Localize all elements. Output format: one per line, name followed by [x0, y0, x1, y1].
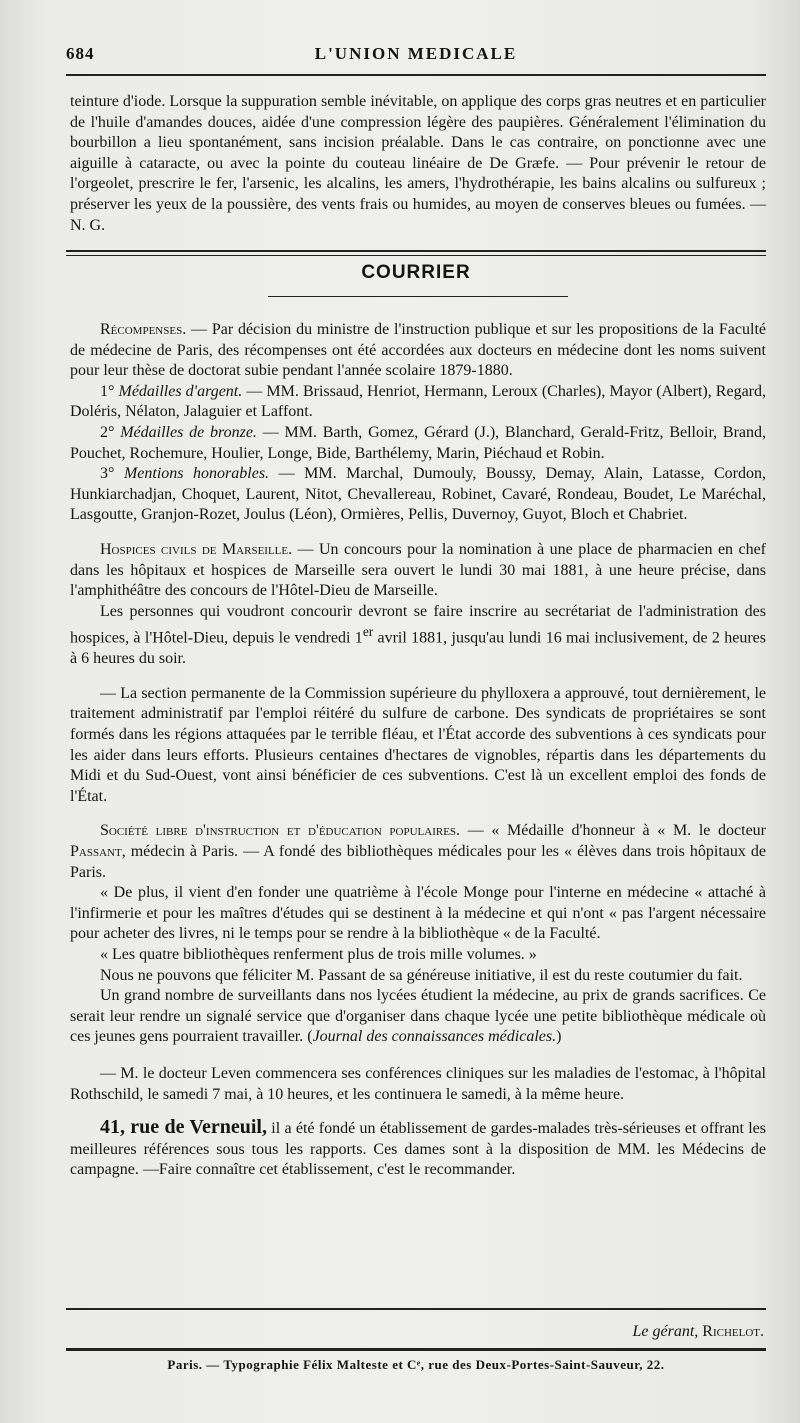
signature-role: Le gérant,: [632, 1323, 699, 1340]
ordinal-superscript: er: [362, 624, 374, 640]
societe-text-5b: ): [556, 1028, 562, 1046]
societe-text-5a: Un grand nombre de surveillants dans nos lycées étudient la médecine, au prix de grands sacrifices. Ce serait leur rendre un signalé service que d'organiser dans chaque lycée une petite bibliothèque médicale où ces jeunes gens pourraient travailler. (: [70, 987, 766, 1046]
imprint-line: Paris. — Typographie Félix Malteste et Cᵉ, rue des Deux-Portes-Saint-Sauveur, 22.: [167, 1357, 665, 1372]
hospices-text-2b: avril 1881, jusqu'au lundi 16 mai inclusivement, de 2 heures à 6 heures du soir.: [70, 629, 766, 668]
item-number: 3°: [100, 465, 115, 483]
societe-text-b: , médecin à Paris. — A fondé des bibliothèques médicales pour les « élèves dans trois hôpitaux de Paris.: [70, 842, 766, 881]
societe-paragraph-2: « De plus, il vient d'en fonder une quatrième à l'école Monge pour l'interne en médecine « attaché à l'infirmerie et pour les maîtres d'études qui se destinent à la médecine et qui n'ont « pas l'argent nécessaire pour acheter des livres, ni le temps pour se rendre à la bibliothèque « de la Faculté.: [70, 884, 766, 943]
page-number: 684: [66, 44, 95, 63]
societe-label: Société libre d'instruction et d'éducation populaires.: [100, 822, 461, 840]
footer-rule: [66, 1308, 766, 1310]
societe-text-a: — « Médaille d'honneur à « M. le docteur: [460, 822, 767, 840]
hospices-text: — Un concours pour la nomination à une place de pharmacien en chef dans les hôpitaux et hospices de Marseille sera ouvert le lundi 30 mai 1881, à une heure précise, dans l'amphithéâtre des concours de l'Hôtel-Dieu de Marseille.: [70, 540, 767, 600]
ad-address: 41, rue de Verneuil,: [100, 1116, 267, 1139]
running-head: [66, 44, 766, 74]
recompenses-text: — Par décision du ministre de l'instruction publique et sur les propositions de la Faculté de médecine de Paris, des récompenses ont été accordées aux docteurs en médecine dont les noms suivent pour leur thèse de doctorat subie pendant l'année scolaire 1879-1880.: [70, 321, 766, 380]
recompenses-label: Récompenses.: [100, 321, 187, 338]
header-rule: [66, 74, 766, 76]
item-label: Médailles d'argent.: [118, 382, 243, 400]
societe-doctor-name: Passant: [70, 842, 122, 860]
section-title-underline: [268, 296, 568, 297]
courrier-body: [70, 320, 766, 1181]
item-label: Mentions honorables.: [123, 465, 270, 483]
imprint-rule: [66, 1348, 766, 1351]
advertisement-paragraph: [70, 1117, 766, 1181]
hospices-paragraph: [70, 540, 766, 602]
item-text: — MM. Marchal, Dumouly, Boussy, Demay, Alain, Latasse, Cordon, Hunkiarchadjan, Choquet, Laurent, Nitot, Chevallereau, Robinet, Cavaré, Rondeau, Boudet, Le Maréchal, Lasgoutte, Granjon-Rozet, Joulus (Léon), Ormières, Pellis, Duvernoy, Guyot, Bloch et Chabriet.: [70, 465, 766, 524]
journal-title: L'UNION MEDICALE: [314, 44, 518, 63]
signature: [633, 1323, 765, 1341]
societe-paragraph-3: « Les quatre bibliothèques renferment plus de trois mille volumes. »: [100, 945, 537, 963]
recompenses-paragraph: [70, 320, 766, 382]
hospices-label: Hospices civils de Marseille.: [100, 540, 293, 558]
item-text: — MM. Brissaud, Henriot, Hermann, Leroux (Charles), Mayor (Albert), Regard, Doléris, Nélaton, Jalaguier et Laffont.: [70, 382, 767, 421]
recompenses-item: [70, 464, 766, 526]
leven-paragraph: — M. le docteur Leven commencera ses conférences cliniques sur les maladies de l'estomac, à l'hôpital Rothschild, le samedi 7 mai, à 10 heures, et les continuera le samedi, à la même heure.: [70, 1064, 766, 1103]
recompenses-item: [70, 423, 766, 464]
recompenses-item: [70, 382, 766, 423]
item-label: Médailles de bronze.: [120, 423, 257, 441]
signature-name: Richelot.: [698, 1323, 764, 1340]
section-rule-top: [66, 250, 766, 252]
item-text: — MM. Barth, Gomez, Gérard (J.), Blanchard, Gerald-Fritz, Belloir, Brand, Pouchet, Rochemure, Houlier, Longe, Bide, Barthélemy, Marin, Piéchaud et Robin.: [70, 423, 767, 462]
ad-text: il a été fondé un établissement de gardes-malades très-sérieuses et offrant les meilleures références sous tous les rapports. Ces dames sont à la disposition de MM. les Médecins de campagne. —Faire connaître cet établissement, c'est le recommander.: [70, 1120, 767, 1179]
phylloxera-paragraph: — La section permanente de la Commission supérieure du phylloxera a approuvé, tout dernièrement, le traitement administratif par l'emploi réitéré du sulfure de carbone. Des syndicats de propriétaires se sont formés dans les régions attaquées par le terrible fléau, et l'État accorde des subventions à ces syndicats pour les aider dans leurs efforts. Plusieurs centaines d'hectares de vignobles, répartis dans les départements du Midi et du Sud-Ouest, vont ainsi bénéficier de ces subventions. C'est là un excellent emploi des fonds de l'État.: [70, 684, 766, 805]
section-title: COURRIER: [361, 262, 471, 283]
hospices-text-2a: Les personnes qui voudront concourir devront se faire inscrire au secrétariat de l'administration des hospices, à l'Hôtel-Dieu, depuis le vendredi 1: [70, 602, 766, 647]
section-rule-top-thin: [66, 255, 766, 256]
societe-paragraph-5: [70, 986, 766, 1048]
item-number: 1°: [100, 382, 115, 400]
intro-paragraph: teinture d'iode. Lorsque la suppuration semble inévitable, on applique des corps gras neutres et en particulier de l'huile d'amandes douces, aidée d'une compression légère des paupières. Généralement l'élimination du bourbillon a lieu spontanément, sans incision préalable. Dans le cas contraire, on ponctionne avec une aiguille à cataracte, ou avec la pointe du couteau linéaire de De Græfe. — Pour prévenir le retour de l'orgeolet, prescrire le fer, l'arsenic, les alcalins, les amers, l'hydrothérapie, les bains alcalins ou sulfureux ; préserver les yeux de la poussière, des vents frais ou humides, au moyen de conserves bleues ou fumées. — N. G.: [70, 93, 766, 234]
societe-source: Journal des connaissances médicales.: [312, 1028, 557, 1046]
intro-block: [70, 92, 766, 236]
societe-paragraph: [70, 821, 766, 883]
societe-paragraph-4: Nous ne pouvons que féliciter M. Passant de sa généreuse initiative, il est du reste coutumier du fait.: [100, 966, 743, 984]
hospices-paragraph-2: [70, 602, 766, 670]
item-number: 2°: [100, 423, 115, 441]
